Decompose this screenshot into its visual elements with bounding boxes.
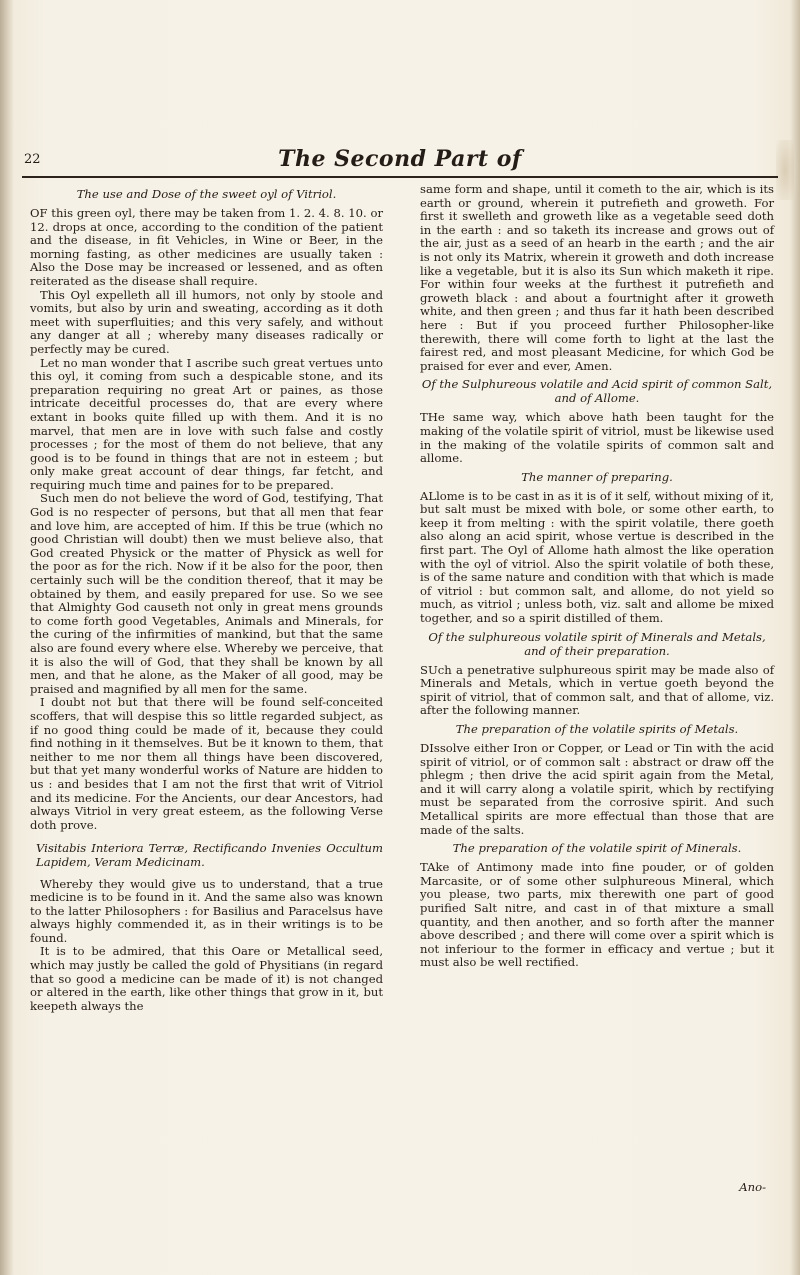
paper-stain [776,140,794,200]
running-title: The Second Part of [278,146,522,172]
section-heading: The preparation of the volatile spirit of Minerals. [452,841,742,856]
binding-edge [0,0,14,1275]
paragraph: SUch a penetrative sulphureous spirit may be made also of Minerals and Metals, which in vertue goeth beyond the spirit of vitriol, that of common salt, and that of allome, viz. after the following manner. [420,662,774,718]
paragraph: This Oyl expelleth all ill humors, not only by stoole and vomits, but also by urin and sweating, according as it doth meet with superfluities; and this very safely, and without any danger at all ; whereby many diseases radically or perfectly may be cured. [30,287,383,356]
section-heading: Of the Sulphureous volatile and Acid spirit of common Salt, and of Allome. [421,377,773,406]
page-header [22,146,778,178]
paragraph: ALlome is to be cast in as it is of it self, without mixing of it, but salt must be mixed with bole, or some other earth, to keep it from melting : with the spirit volatile, there goeth also along an acid spirit, whose vertue is described in the first part. The Oyl of Allome hath almost the like operation with the oyl of vitriol. Also the spirit volatile of both these, is of the same nature and condition with that which is made of vitriol : but common salt, and allome, do not yield so much, as vitriol ; unless both, viz. salt and allome be mixed together, and so a spirit distilled of them. [420,488,774,626]
section-heading: The use and Dose of the sweet oyl of Vitriol. [76,187,337,201]
paragraph: OF this green oyl, there may be taken from 1. 2. 4. 8. 10. or 12. drops at once, according to the condition of the patient and the disease, in fit Vehicles, in Wine or Beer, in the morning fasting, as other medicines are usually taken : Also the Dose may be increased or lessened, and as often reiterated as the disease shall require. [30,206,383,288]
paragraph: same form and shape, until it cometh to the air, which is its earth or ground, wherein it putrefieth and groweth. For first it swelleth and groweth like as a vegetable seed doth in the earth : and so taketh its increase and grows out of the air, just as a seed of an hearb in the earth ; and the air is not only its Matrix, wherein it groweth and doth increase like a vegetable, but it is also its Sun which maketh it ripe. For within four weeks at the furthest it putrefieth and groweth black : and about a fourtnight after it groweth white, and then green ; and thus far it hath been described here : But if you proceed further Philosopher-like therewith, there will come forth to light at the last the fairest red, and most pleasant Medicine, for which God be praised for ever and ever, Amen. [420,182,774,373]
catchword: Ano- [739,1180,766,1194]
paragraph: Whereby they would give us to understand, that a true medicine is to be found in it. And the same also was known to the latter Philosophers : for Basilius and Paracelsus have always highly commended it, as in their writings is to be found. [30,876,383,945]
page-number: 22 [24,152,41,167]
paragraph: It is to be admired, that this Oare or Metallical seed, which may justly be called the gold of Physitians (in regard that so good a medicine can be made of it) is not changed or altered in the earth, like other things that grow in it, but keepeth always the [30,944,383,1013]
latin-verse: Visitabis Interiora Terræ, Rectificando Invenies Occultum Lapidem, Veram Medicinam. [36,841,383,869]
paragraph: Such men do not believe the word of God, testifying, That God is no respecter of persons, but that all men that fear and love him, are accepted of him. If this be true (which no good Christian will doubt) then we must believe also, that God created Physick or the matter of Physick as well for the poor as for the rich. Now if it be also for the poor, then certainly such will be the condition thereof, that it may be obtained by them, and easily prepared for use. So we see that Almighty God causeth not only in great mens grounds to come forth good Vegetables, Animals and Minerals, for the curing of the infirmities of mankind, but that the same also are found every where else. Whereby we perceive, that it is also the will of God, that they shall be known by all men, and that he alone, as the Maker of all good, may be praised and magnified by all men for the same. [30,491,383,696]
left-column [30,183,383,1013]
paragraph: TAke of Antimony made into fine pouder, or of golden Marcasite, or of some other sulphureous Mineral, which you please, two parts, mix therewith one part of good purified Salt nitre, and cast in of that mixture a small quantity, and then another, and so forth after the manner above described ; and there will come over a spirit which is not inferiour to the former in efficacy and vertue ; but it must also be well rectified. [420,860,774,970]
paragraph: Let no man wonder that I ascribe such great vertues unto this oyl, it coming from such a despicable stone, and its preparation requiring no great Art or paines, as those intricate deceitful processes do, that are every where extant in books quite filled up with them. And it is no marvel, that men are in love with such false and costly processes ; for the most of them do not believe, that any good is to be found in things that are not in esteem ; but only make great account of dear things, far fetcht, and requiring much time and paines for to be prepared. [30,355,383,492]
section-heading: The preparation of the volatile spirits of Metals. [455,722,739,736]
section-heading: Of the sulphureous volatile spirit of Minerals and Metals, and of their preparation. [428,629,766,658]
right-column [420,183,774,970]
paragraph: THe same way, which above hath been taught for the making of the volatile spirit of vitriol, must be likewise used in the making of the volatile spirits of common salt and allome. [420,410,774,466]
paragraph: DIssolve either Iron or Copper, or Lead or Tin with the acid spirit of vitriol, or of common salt : abstract or draw off the phlegm ; then drive the acid spirit again from the Metal, and it will carry along a volatile spirit, which by rectifying must be separated from the corrosive spirit. And such Metallical spirits are more effectual than those that are made of the salts. [420,741,774,837]
paragraph: I doubt not but that there will be found self-conceited scoffers, that will despise this so little regarded subject, as if no good thing could be made of it, because they could find nothing in it themselves. But be it known to them, that neither to me nor them all things have been discovered, but that yet many wonderful works of Nature are hidden to us : and besides that I am not the first that writ of Vitriol and its medicine. For the Ancients, our dear Ancestors, had always Vitriol in very great esteem, as the following Verse doth prove. [30,695,383,832]
section-heading: The manner of preparing. [521,469,673,484]
